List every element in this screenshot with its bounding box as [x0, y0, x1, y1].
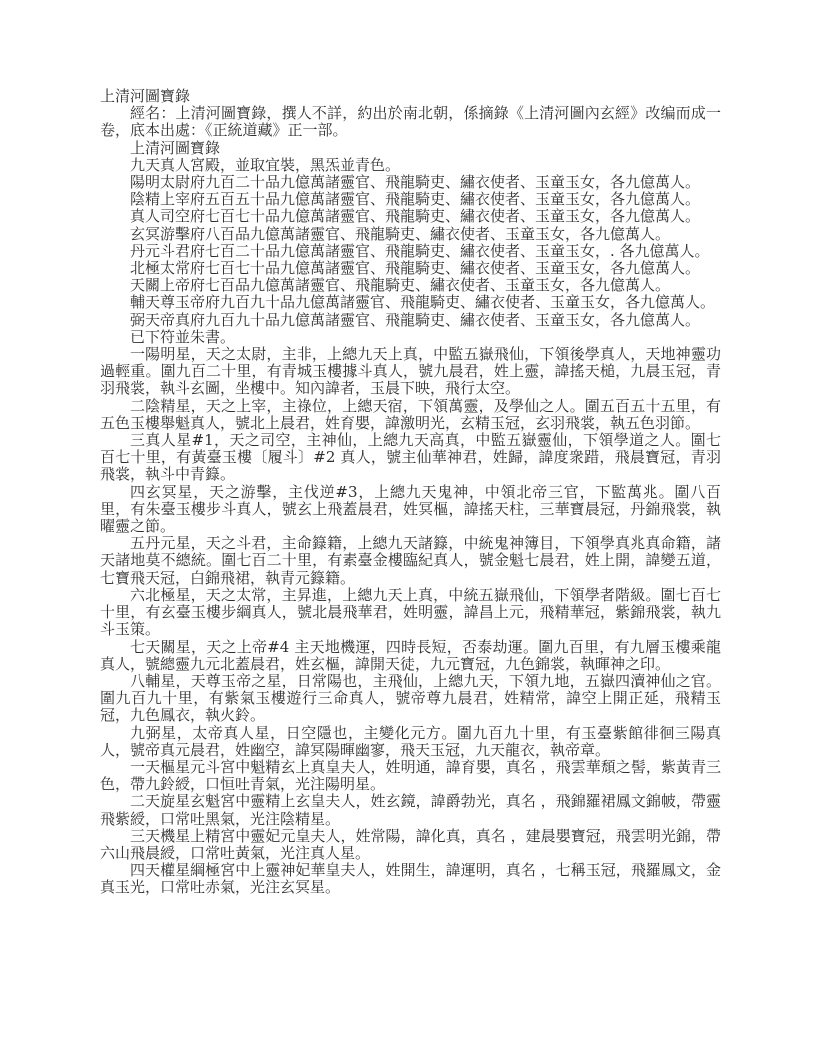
paragraph-fu-5: 丹元斗君府七百二十品九億萬諸靈官、飛龍騎吏、繡衣使者、玉童玉女，. 各九億萬人。: [130, 241, 710, 260]
paragraph-colophon: 經名：上清河圖寶錄，撰人不詳，約出於南北朝，係摘錄《上清河圖內玄經》改编而成一卷，底本出處：《正統道藏》正一部。: [100, 104, 721, 140]
paragraph-intro: 九天真人宮殿，並取宜裝，黑炁並青色。: [130, 155, 401, 174]
paragraph-inner-title: 上清河圖寶錄: [130, 138, 221, 157]
paragraph-lady-3: 三天機星上精宮中靈妃元皇夫人，姓常陽，諱化真，真名 ，建晨嬰寶冠，飛雲明光錦，帶六山飛晨綬，口常吐黃氣，光注真人星。: [100, 826, 721, 862]
paragraph-fu-7: 天關上帝府七百品九億萬諸靈官、飛龍騎吏、繡衣使者、玉童玉女，各九億萬人。: [130, 276, 671, 295]
paragraph-fu-3: 真人司空府七百七十品九億萬諸靈官、飛龍騎吏、繡衣使者、玉童玉女，各九億萬人。: [130, 207, 701, 226]
document-title: 上清河圖寶錄: [100, 87, 191, 105]
paragraph-fu-1: 陽明太尉府九百二十品九億萬諸靈官、飛龍騎吏、繡衣使者、玉童玉女，各九億萬人。: [130, 173, 701, 192]
paragraph-note: 已下符並朱書。: [130, 327, 236, 346]
paragraph-star-2: 二陰精星，天之上宰，主祿位，上總天宿，下領萬靈，及學仙之人。圍五百五十五里，有五色玉樓舉魁真人，號北上晨君，姓育嬰，諱激明光，玄精玉冠，玄羽飛裳，執五色羽節。: [100, 396, 721, 432]
paragraph-star-9: 九弼星，太帝真人星，日空隱也，主變化元方。圍九百九十里，有玉臺紫館徘徊三陽真人，號帝真元晨君，姓幽空，諱冥陽暉幽寥，飛天玉冠，九天龍衣，執帝章。: [100, 723, 721, 759]
text-block: [100, 88, 721, 897]
paragraph-lady-1: 一天樞星元斗宮中魁精玄上真皇夫人，姓明通，諱育嬰，真名 ，飛雲華頹之髻，紫黃青三色，帶九鈴綬，口恒吐青氣，光注陽明星。: [100, 757, 721, 794]
paragraph-fu-2: 陰精上宰府五百五十品九億萬諸靈官、飛龍騎吏、繡衣使者、玉童玉女，各九億萬人。: [130, 190, 701, 209]
paragraph-star-3: 三真人星#1，天之司空，主神仙，上總九天高真，中監五嶽靈仙，下領學道之人。圍七百七十里，有黃臺玉樓〔履斗〕#2 真人，號主仙華神君，姓歸，諱度衆踖，飛晨寶冠，青羽飛裳，執斗中青籙。: [100, 431, 721, 484]
paragraph-star-7: 七天關星，天之上帝#4 主天地機運，四時長短，否泰劫運。圍九百里，有九層玉樓乘龍真人，號總靈九元北蓋晨君，姓玄樞，諱開天徒，九元寶冠，九色錦裳，執暉神之印。: [100, 637, 721, 673]
paragraph-fu-9: 弼天帝真府九百九十品九億萬諸靈官、飛龍騎吏、繡衣使者、玉童玉女，各九億萬人。: [130, 310, 701, 329]
paragraph-star-6: 六北極星，天之太常，主昇進，上總九天上真，中統五嶽飛仙，下領學者階級。圍七百七十里，有玄臺玉樓步綱真人，號北晨飛華君，姓明靈，諱昌上元，飛精華冠，紫錦飛裳，執九斗玉策。: [100, 585, 721, 639]
paragraph-star-8: 八輔星，天尊玉帝之星，日常陽也，主飛仙，上總九天，下領九地，五嶽四瀆神仙之官。圍九百九十里，有紫氣玉樓遊行三命真人，號帝尊九晨君，姓精常，諱空上開正延，飛精玉冠，九色鳳衣，執火鈴。: [100, 671, 721, 725]
paragraph-fu-6: 北極太常府七百七十品九億萬諸靈官、飛龍騎吏、繡衣使者、玉童玉女，各九億萬人。: [130, 259, 701, 278]
paragraph-lady-4: 四天權星綱極宮中上靈神妃華皇夫人，姓開生，諱運明，真名 ，七稱玉冠，飛羅鳳文，金真玉光，口常吐赤氣，光注玄冥星。: [100, 861, 721, 897]
paragraph-fu-8: 輔天尊玉帝府九百九十品九億萬諸靈官、飛龍騎吏、繡衣使者、玉童玉女，各九億萬人。: [130, 293, 716, 312]
paragraph-lady-2: 二天旋星玄魁宮中靈精上玄皇夫人，姓玄鏡，諱爵勃光，真名 ，飛錦羅裙鳳文錦帔，帶靈飛紫綬，口常吐黑氣，光注陰精星。: [100, 792, 721, 828]
paragraph-fu-4: 玄冥游擊府八百品九億萬諸靈官、飛龍騎吏、繡衣使者、玉童玉女，各九億萬人。: [130, 224, 671, 243]
paragraph-star-1: 一陽明星，天之太尉，主非，上總九天上真，中監五嶽飛仙，下領後學真人，天地神靈功過輕重。圍九百二十里，有青城玉樓據斗真人，號九晨君，姓上靈，諱搖天槌，九晨玉冠，青羽飛裳，執斗玄圖，坐樓中。知內諱者，玉晨下映，飛行太空。: [100, 345, 721, 398]
paragraph-star-4: 四玄冥星，天之游擊，主伐逆#3，上總九天鬼神，中領北帝三官，下監萬兆。圍八百里，有朱臺玉樓步斗真人，號玄上飛蓋晨君，姓冥樞，諱搖天柱，三華寶晨冠，丹錦飛裳，執曜靈之節。: [100, 482, 721, 536]
paragraph-star-5: 五丹元星，天之斗君，主命籙籍，上總九天諸籙，中統鬼神簿目，下領學真兆真命籍，諸天諸地莫不總統。圍七百二十里，有素臺金樓臨紀真人，號金魁七晨君，姓上開，諱變五道，七寶飛天冠，白錦飛裙，執青元籙籍。: [100, 534, 721, 587]
